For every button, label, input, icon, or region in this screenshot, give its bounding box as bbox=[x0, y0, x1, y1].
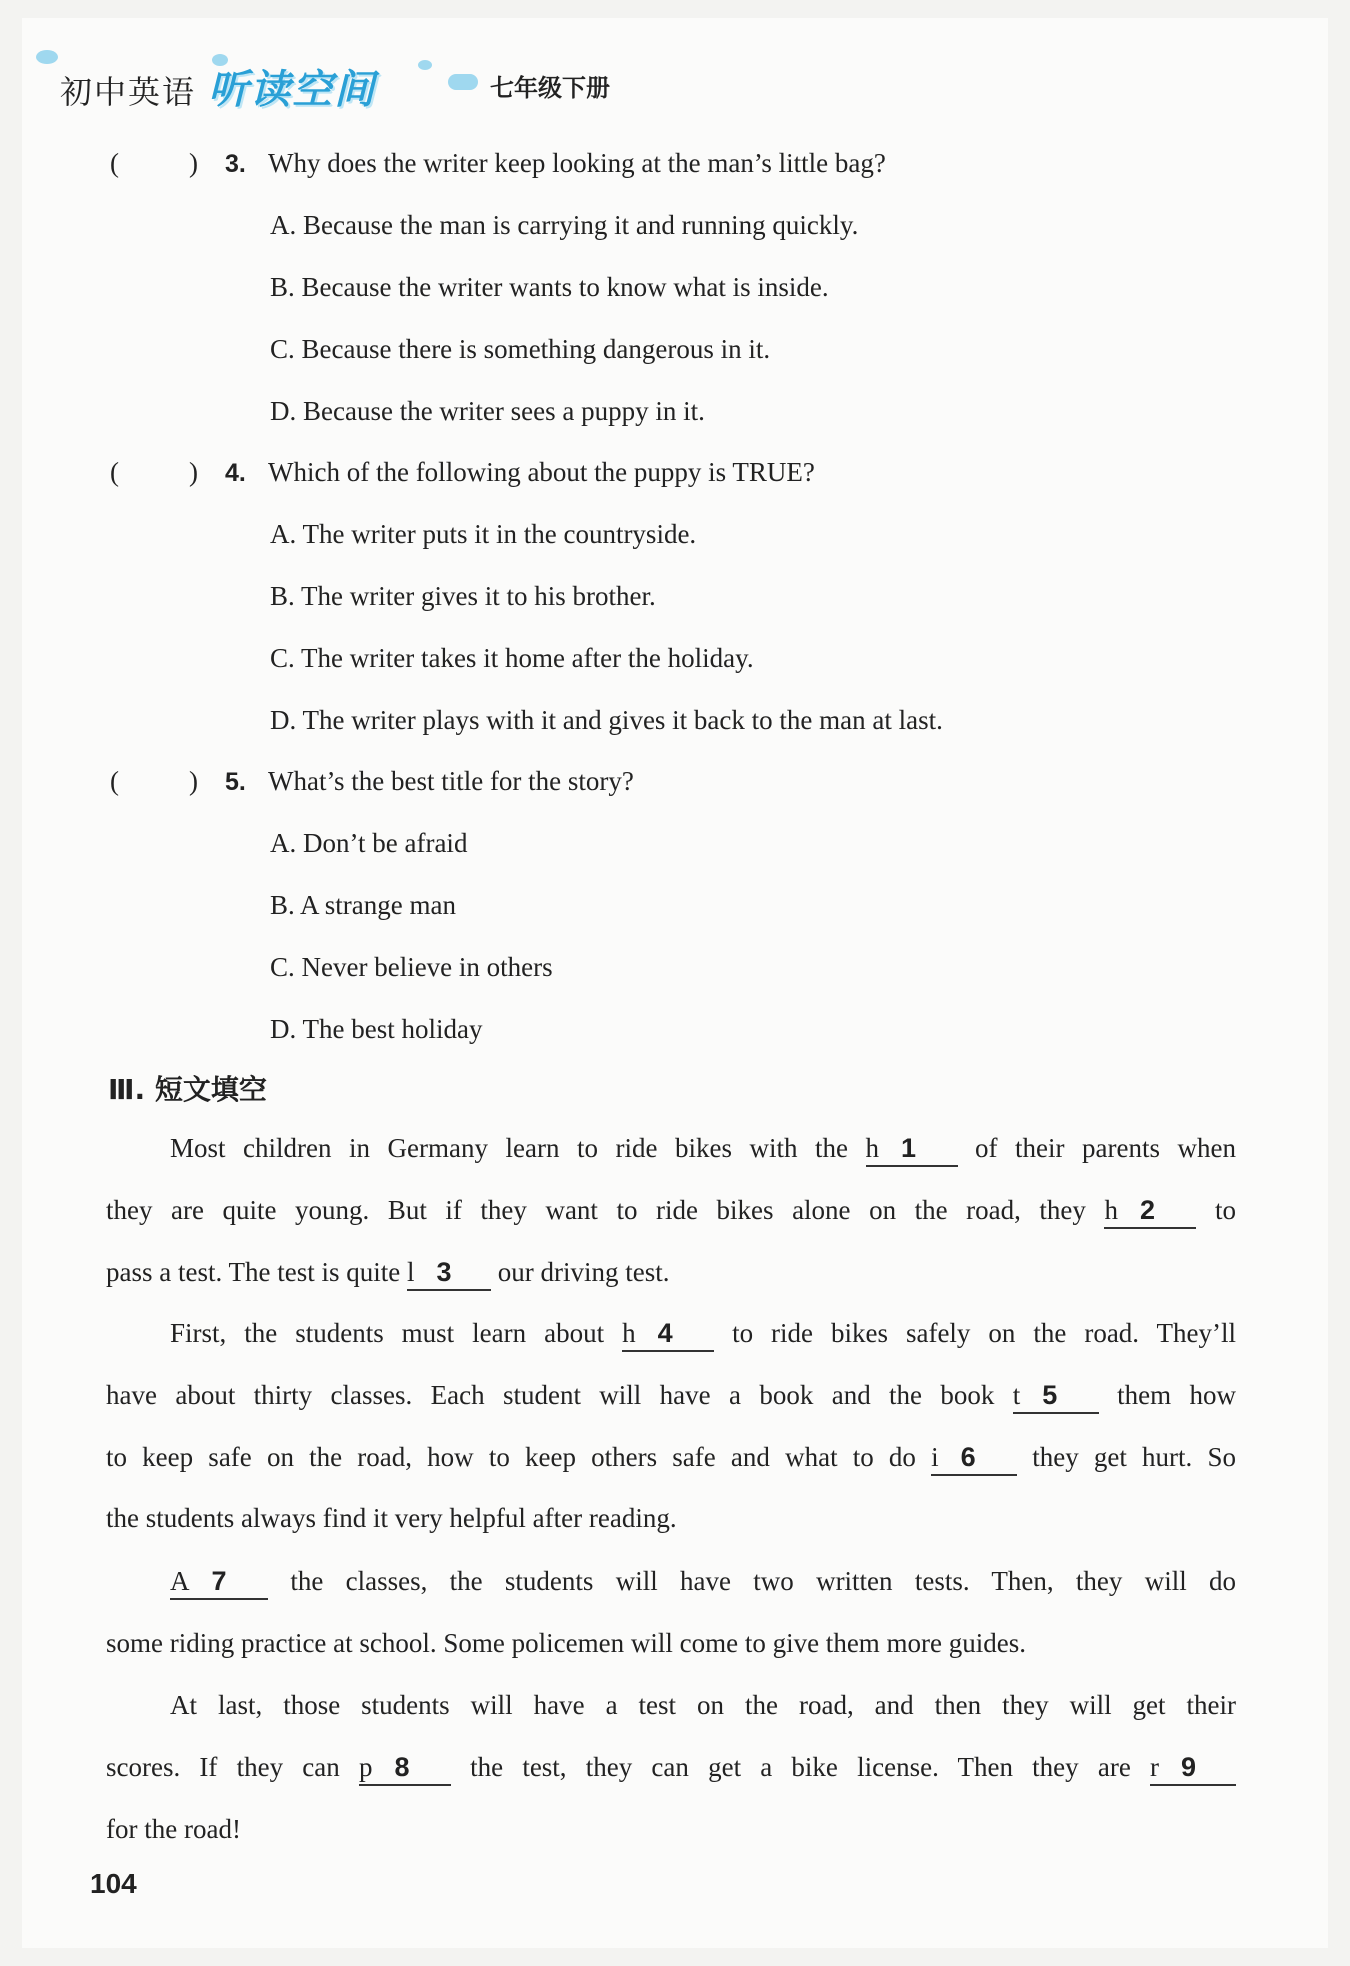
passage-text: for the road! bbox=[106, 1814, 241, 1844]
blank-letter: i bbox=[931, 1442, 939, 1472]
question-number: 4. bbox=[225, 459, 246, 487]
passage-line bbox=[170, 1133, 1236, 1167]
option-a: A. The writer puts it in the countryside. bbox=[270, 519, 697, 549]
passage-text: to keep safe on the road, how to keep others safe and what to do bbox=[106, 1442, 916, 1472]
paren-open: ( bbox=[110, 148, 119, 178]
blank-letter: A bbox=[170, 1566, 190, 1596]
question-text: Why does the writer keep looking at the man’s little bag? bbox=[268, 148, 886, 178]
blank-8[interactable] bbox=[359, 1752, 451, 1786]
blank-letter: t bbox=[1012, 1380, 1021, 1410]
passage-text: the classes, the students will have two written tests. Then, they will do bbox=[290, 1566, 1237, 1596]
option-c: C. The writer takes it home after the holiday. bbox=[270, 643, 754, 673]
page-number: 104 bbox=[90, 1868, 137, 1899]
paren-close: ) bbox=[189, 148, 198, 178]
question-text: What’s the best title for the story? bbox=[268, 766, 634, 796]
option-a: A. Don’t be afraid bbox=[270, 828, 468, 858]
blank-letter: h bbox=[622, 1318, 636, 1348]
paren-open: ( bbox=[110, 766, 119, 796]
blank-6[interactable] bbox=[931, 1442, 1017, 1476]
series-name: 听读空间 bbox=[208, 67, 377, 113]
passage-text: some riding practice at school. Some policemen will come to give them more guides. bbox=[106, 1628, 1027, 1658]
option-b: B. The writer gives it to his brother. bbox=[270, 581, 656, 611]
passage-text: them how bbox=[1117, 1380, 1237, 1410]
option-d: D. The best holiday bbox=[270, 1014, 483, 1044]
blank-1[interactable] bbox=[866, 1133, 958, 1167]
passage-text: they are quite young. But if they want to ride bikes alone on the road, they bbox=[106, 1195, 1086, 1225]
passage-text: scores. If they can bbox=[106, 1752, 340, 1782]
passage-text: pass a test. The test is quite bbox=[106, 1257, 401, 1287]
blank-letter: h bbox=[865, 1133, 880, 1163]
blank-letter: h bbox=[1104, 1195, 1118, 1225]
passage-text: the test, they can get a bike license. Then they are bbox=[470, 1752, 1131, 1782]
blank-3[interactable] bbox=[407, 1257, 491, 1291]
blank-9[interactable] bbox=[1150, 1752, 1236, 1786]
blank-5[interactable] bbox=[1013, 1380, 1099, 1414]
paren-open: ( bbox=[110, 457, 119, 487]
blank-number: 9 bbox=[1181, 1752, 1197, 1782]
blank-number: 2 bbox=[1139, 1195, 1155, 1225]
option-d: D. Because the writer sees a puppy in it. bbox=[270, 396, 705, 426]
passage-text: to bbox=[1215, 1195, 1237, 1225]
passage-text: have about thirty classes. Each student will have a book and the book bbox=[106, 1380, 995, 1410]
grade-label: 七年级下册 bbox=[490, 74, 610, 102]
paren-close: ) bbox=[189, 457, 198, 487]
bubble-decoration bbox=[36, 50, 58, 64]
blank-4[interactable] bbox=[622, 1318, 714, 1352]
passage-text: our driving test. bbox=[497, 1257, 670, 1287]
passage-line bbox=[106, 1752, 1236, 1786]
blank-letter: r bbox=[1150, 1752, 1160, 1782]
passage-line bbox=[106, 1628, 1026, 1659]
blank-letter: l bbox=[406, 1257, 415, 1287]
question-number: 3. bbox=[225, 150, 246, 178]
blank-number: 3 bbox=[436, 1257, 452, 1287]
passage-line bbox=[170, 1566, 1236, 1600]
passage-line bbox=[106, 1257, 669, 1291]
passage-line bbox=[170, 1318, 1236, 1352]
blank-7[interactable] bbox=[170, 1566, 268, 1600]
question-number: 5. bbox=[225, 768, 246, 796]
blank-number: 6 bbox=[960, 1442, 976, 1472]
section-heading: Ⅲ. 短文填空 bbox=[108, 1073, 267, 1106]
answer-parentheses[interactable] bbox=[110, 146, 198, 180]
blank-number: 8 bbox=[394, 1752, 410, 1782]
blank-number: 5 bbox=[1042, 1380, 1058, 1410]
blank-letter: p bbox=[358, 1752, 373, 1782]
question-text: Which of the following about the puppy is TRUE? bbox=[268, 457, 815, 487]
passage-text: At last, those students will have a test on the road, and then they will get their bbox=[170, 1690, 1236, 1720]
passage-text: they get hurt. So bbox=[1032, 1442, 1236, 1472]
passage-line bbox=[106, 1442, 1236, 1476]
option-b: B. Because the writer wants to know what is inside. bbox=[270, 272, 829, 302]
option-b: B. A strange man bbox=[270, 890, 456, 920]
blank-number: 1 bbox=[901, 1133, 917, 1163]
blank-number: 7 bbox=[211, 1566, 227, 1596]
passage-line bbox=[106, 1503, 677, 1534]
passage-line bbox=[106, 1195, 1236, 1229]
bubble-decoration bbox=[418, 60, 432, 70]
option-a: A. Because the man is carrying it and running quickly. bbox=[270, 210, 859, 240]
option-c: C. Because there is something dangerous in it. bbox=[270, 334, 771, 364]
blank-2[interactable] bbox=[1104, 1195, 1196, 1229]
answer-parentheses[interactable] bbox=[110, 455, 198, 489]
option-d: D. The writer plays with it and gives it back to the man at last. bbox=[270, 705, 943, 735]
blank-number: 4 bbox=[657, 1318, 673, 1348]
passage-line bbox=[106, 1814, 241, 1845]
answer-parentheses[interactable] bbox=[110, 764, 198, 798]
book-series-title bbox=[60, 58, 376, 115]
option-c: C. Never believe in others bbox=[270, 952, 553, 982]
series-prefix: 初中英语 bbox=[60, 73, 197, 111]
passage-text: Most children in Germany learn to ride bikes with the bbox=[170, 1133, 848, 1163]
page-header bbox=[0, 0, 1350, 120]
passage-text: First, the students must learn about bbox=[170, 1318, 605, 1348]
passage-line bbox=[106, 1380, 1236, 1414]
paren-close: ) bbox=[189, 766, 198, 796]
passage-text: of their parents when bbox=[975, 1133, 1236, 1163]
passage-text: the students always find it very helpful after reading. bbox=[106, 1503, 677, 1533]
passage-line bbox=[170, 1690, 1236, 1721]
cloud-icon bbox=[448, 74, 478, 90]
passage-text: to ride bikes safely on the road. They’ll bbox=[732, 1318, 1237, 1348]
